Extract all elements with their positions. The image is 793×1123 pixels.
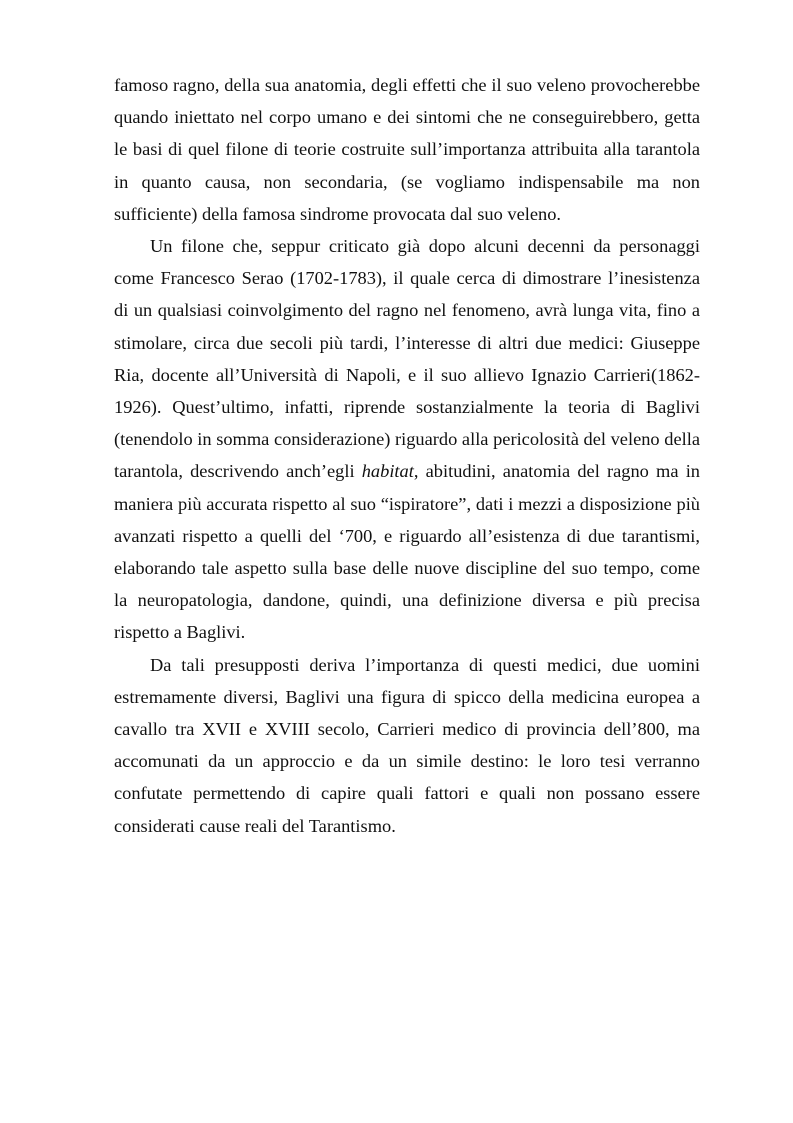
paragraph-2-text-start: Un filone che, seppur criticato già dopo alcuni decenni da personaggi come Francesco Serao (1702-1783), il quale cerca di dimostrare l’inesistenza di un qualsiasi coinvolgimento del ragno nel fenomeno, avrà lunga vita, fino a stimolare, circa due secoli più tardi, l’interesse di altri due medici: Giuseppe Ria, docente all’Università di Napoli, e il suo allievo Ignazio Carrieri(1862-1926). Quest’ultimo, infatti, riprende sostanzialmente la teoria di Baglivi (tenendolo in somma considerazione) riguardo alla pericolosità del veleno della tarantola, descrivendo anch’egli [114, 236, 700, 482]
italic-term: habitat [361, 461, 414, 482]
paragraph-2 [114, 230, 700, 649]
body-text [114, 69, 700, 842]
paragraph-1: famoso ragno, della sua anatomia, degli effetti che il suo veleno provocherebbe quando iniettato nel corpo umano e dei sintomi che ne conseguirebbero, getta le basi di quel filone di teorie costruite sull’importanza attribuita alla tarantola in quanto causa, non secondaria, (se vogliamo indispensabile ma non sufficiente) della famosa sindrome provocata dal suo veleno. [114, 75, 700, 224]
paragraph-3: Da tali presupposti deriva l’importanza di questi medici, due uomini estremamente diversi, Baglivi una figura di spicco della medicina europea a cavallo tra XVII e XVIII secolo, Carrieri medico di provincia dell’800, ma accomunati da un approccio e da un simile destino: le loro tesi verranno confutate permettendo di capire quali fattori e quali non possano essere considerati cause reali del Tarantismo. [114, 654, 700, 836]
paragraph-2-text-end: , abitudini, anatomia del ragno ma in maniera più accurata rispetto al suo “ispiratore”, dati i mezzi a disposizione più avanzati rispetto a quelli del ‘700, e riguardo all’esistenza di due tarantismi, elaborando tale aspetto sulla base delle nuove discipline del suo tempo, come la neuropatologia, dandone, quindi, una definizione diversa e più precisa rispetto a Baglivi. [114, 461, 700, 643]
